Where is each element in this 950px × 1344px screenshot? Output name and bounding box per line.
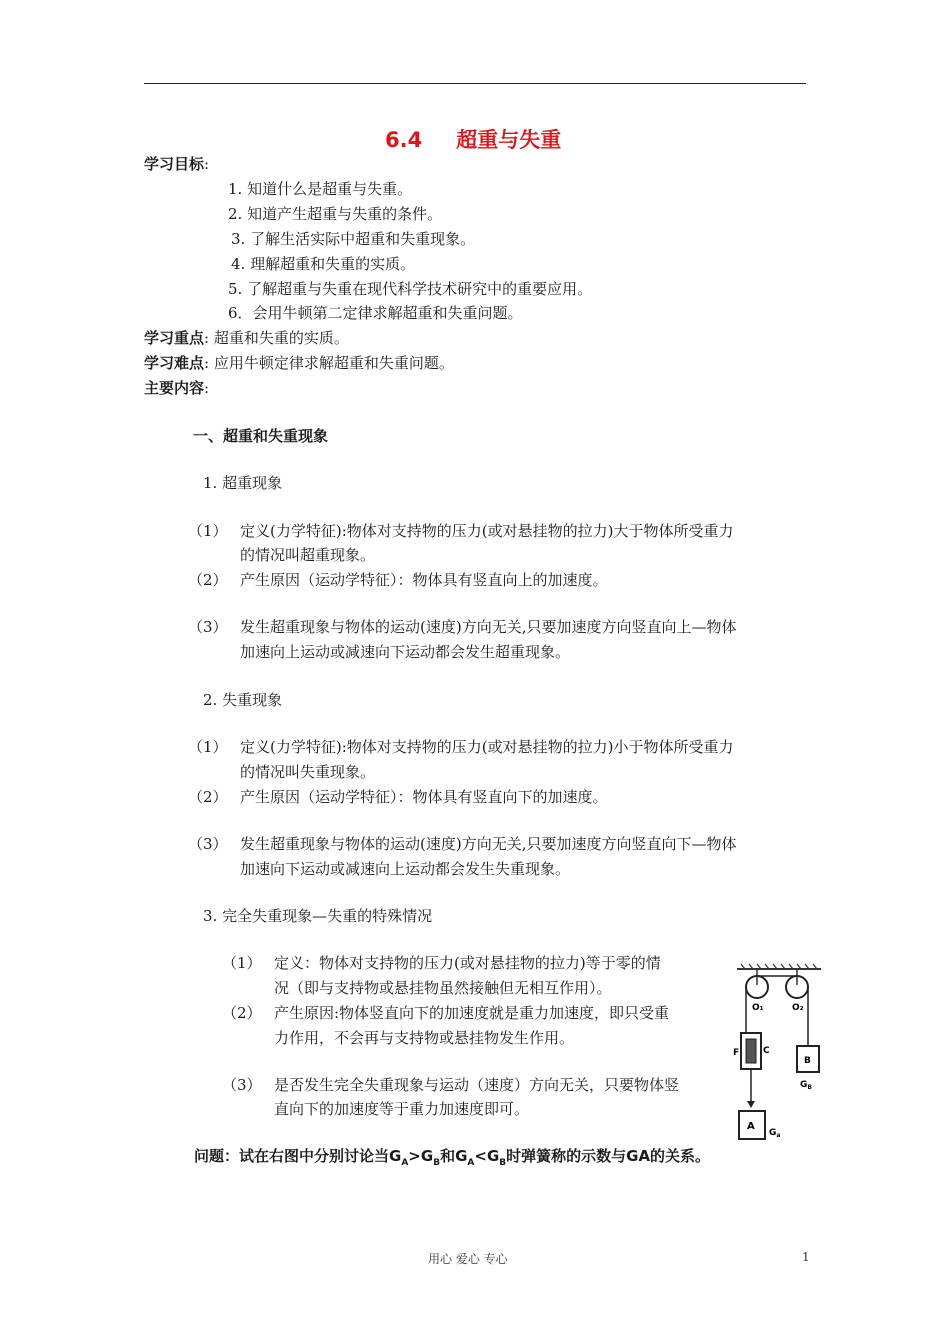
gb-symbol: G (420, 1147, 434, 1165)
objective-item: 4. 理解超重和失重的实质。 (231, 255, 416, 273)
key-point (144, 327, 349, 348)
title-text: 超重与失重 (456, 128, 562, 152)
greater-than: > (408, 1147, 421, 1165)
page-title (385, 124, 561, 154)
key-point-label: 学习重点 (144, 329, 205, 347)
gb-subscript: B (499, 1158, 507, 1168)
main-content-heading (144, 377, 209, 398)
objectives-label: 学习目标 (144, 155, 205, 173)
item-line: 产生原因:物体竖直向下的加速度就是重力加速度，即只受重 (274, 1004, 670, 1022)
subsection-title: 3. 完全失重现象—失重的特殊情况 (203, 907, 433, 925)
item-line: 发生超重现象与物体的运动(速度)方向无关,只要加速度方向竖直向下—物体 (240, 835, 737, 853)
item-line: 产生原因（运动学特征）：物体具有竖直向上的加速度。 (240, 571, 608, 589)
item-line: 力作用，不会再与支持物或悬挂物发生作用。 (274, 1029, 575, 1047)
main-content-colon: : (204, 379, 210, 397)
objectives-colon: : (204, 155, 210, 173)
label-b: B (804, 1056, 811, 1066)
objectives-heading (144, 153, 209, 174)
footer-text: 用心 爱心 专心 (428, 1252, 508, 1266)
item-number: （1） (222, 954, 262, 972)
item-line: 直向下的加速度等于重力加速度即可。 (274, 1100, 530, 1118)
item-line: 的情况叫超重现象。 (240, 546, 376, 564)
difficulty (144, 352, 454, 373)
label-gb: $G_B$ (800, 1080, 812, 1091)
ceiling-hatch (737, 964, 821, 969)
item-line: 产生原因（运动学特征）：物体具有竖直向下的加速度。 (240, 788, 608, 806)
objective-item: 1. 知道什么是超重与失重。 (228, 180, 413, 198)
subsection-title: 2. 失重现象 (203, 691, 283, 709)
spring-coil (746, 1039, 756, 1063)
label-f: F (733, 1048, 740, 1058)
objective-item: 6．会用牛顿第二定律求解超重和失重问题。 (228, 304, 523, 322)
less-than: < (474, 1147, 487, 1165)
item-line: 况（即与支持物或悬挂物虽然接触但无相互作用）。 (274, 979, 612, 997)
question-text: 和 (440, 1147, 456, 1165)
question-text: 问题：试在右图中分别讨论当 (194, 1147, 390, 1165)
main-content-label: 主要内容 (144, 379, 205, 397)
key-point-text: : 超重和失重的实质。 (204, 329, 349, 347)
item-number: （3） (188, 618, 228, 636)
question-text: 时弹簧称的示数与GA的关系。 (506, 1147, 711, 1165)
header-rule (144, 83, 806, 84)
objective-item: 3. 了解生活实际中超重和失重现象。 (231, 230, 476, 248)
item-line: 是否发生完全失重现象与运动（速度）方向无关，只要物体竖 (274, 1076, 680, 1094)
item-line: 的情况叫失重现象。 (240, 763, 376, 781)
page-number: 1 (802, 1250, 810, 1264)
item-line: 定义：物体对支持物的压力(或对悬挂物的拉力)等于零的情 (274, 954, 661, 972)
ga-subscript: A (467, 1158, 475, 1168)
label-o1: O₁ (752, 1003, 764, 1013)
label-a: A (747, 1121, 755, 1132)
item-number: （2） (188, 788, 228, 806)
item-number: （1） (188, 522, 228, 540)
difficulty-text: : 应用牛顿定律求解超重和失重问题。 (204, 354, 454, 372)
item-line: 加速向上运动或减速向下运动都会发生超重现象。 (240, 643, 571, 661)
pulley-diagram (733, 963, 823, 1145)
objective-item: 2. 知道产生超重与失重的条件。 (228, 205, 443, 223)
title-number: 6.4 (385, 128, 423, 152)
item-line: 定义(力学特征):物体对支持物的压力(或对悬挂物的拉力)小于物体所受重力 (240, 738, 734, 756)
ga-symbol: G (455, 1147, 468, 1165)
subsection-title: 1. 超重现象 (203, 474, 283, 492)
item-line: 定义(力学特征):物体对支持物的压力(或对悬挂物的拉力)大于物体所受重力 (240, 522, 734, 540)
item-number: （2） (188, 571, 228, 589)
label-o2: O₂ (792, 1003, 804, 1013)
gb-symbol: G (486, 1147, 500, 1165)
gb-subscript: B (433, 1158, 441, 1168)
item-line: 发生超重现象与物体的运动(速度)方向无关,只要加速度方向竖直向上—物体 (240, 618, 737, 636)
question (194, 1145, 710, 1168)
section-heading: 一、超重和失重现象 (193, 427, 329, 445)
item-number: （3） (222, 1076, 262, 1094)
label-c: C (763, 1046, 770, 1056)
item-number: （2） (222, 1004, 262, 1022)
arrow-head (747, 1101, 755, 1108)
ga-symbol: G (389, 1147, 402, 1165)
objective-item: 5. 了解超重与失重在现代科学技术研究中的重要应用。 (228, 280, 593, 298)
item-line: 加速向下运动或减速向上运动都会发生失重现象。 (240, 860, 571, 878)
label-ga: $G_a$ (769, 1128, 781, 1139)
item-number: （1） (188, 738, 228, 756)
ga-subscript: A (401, 1158, 409, 1168)
item-number: （3） (188, 835, 228, 853)
difficulty-label: 学习难点 (144, 354, 205, 372)
